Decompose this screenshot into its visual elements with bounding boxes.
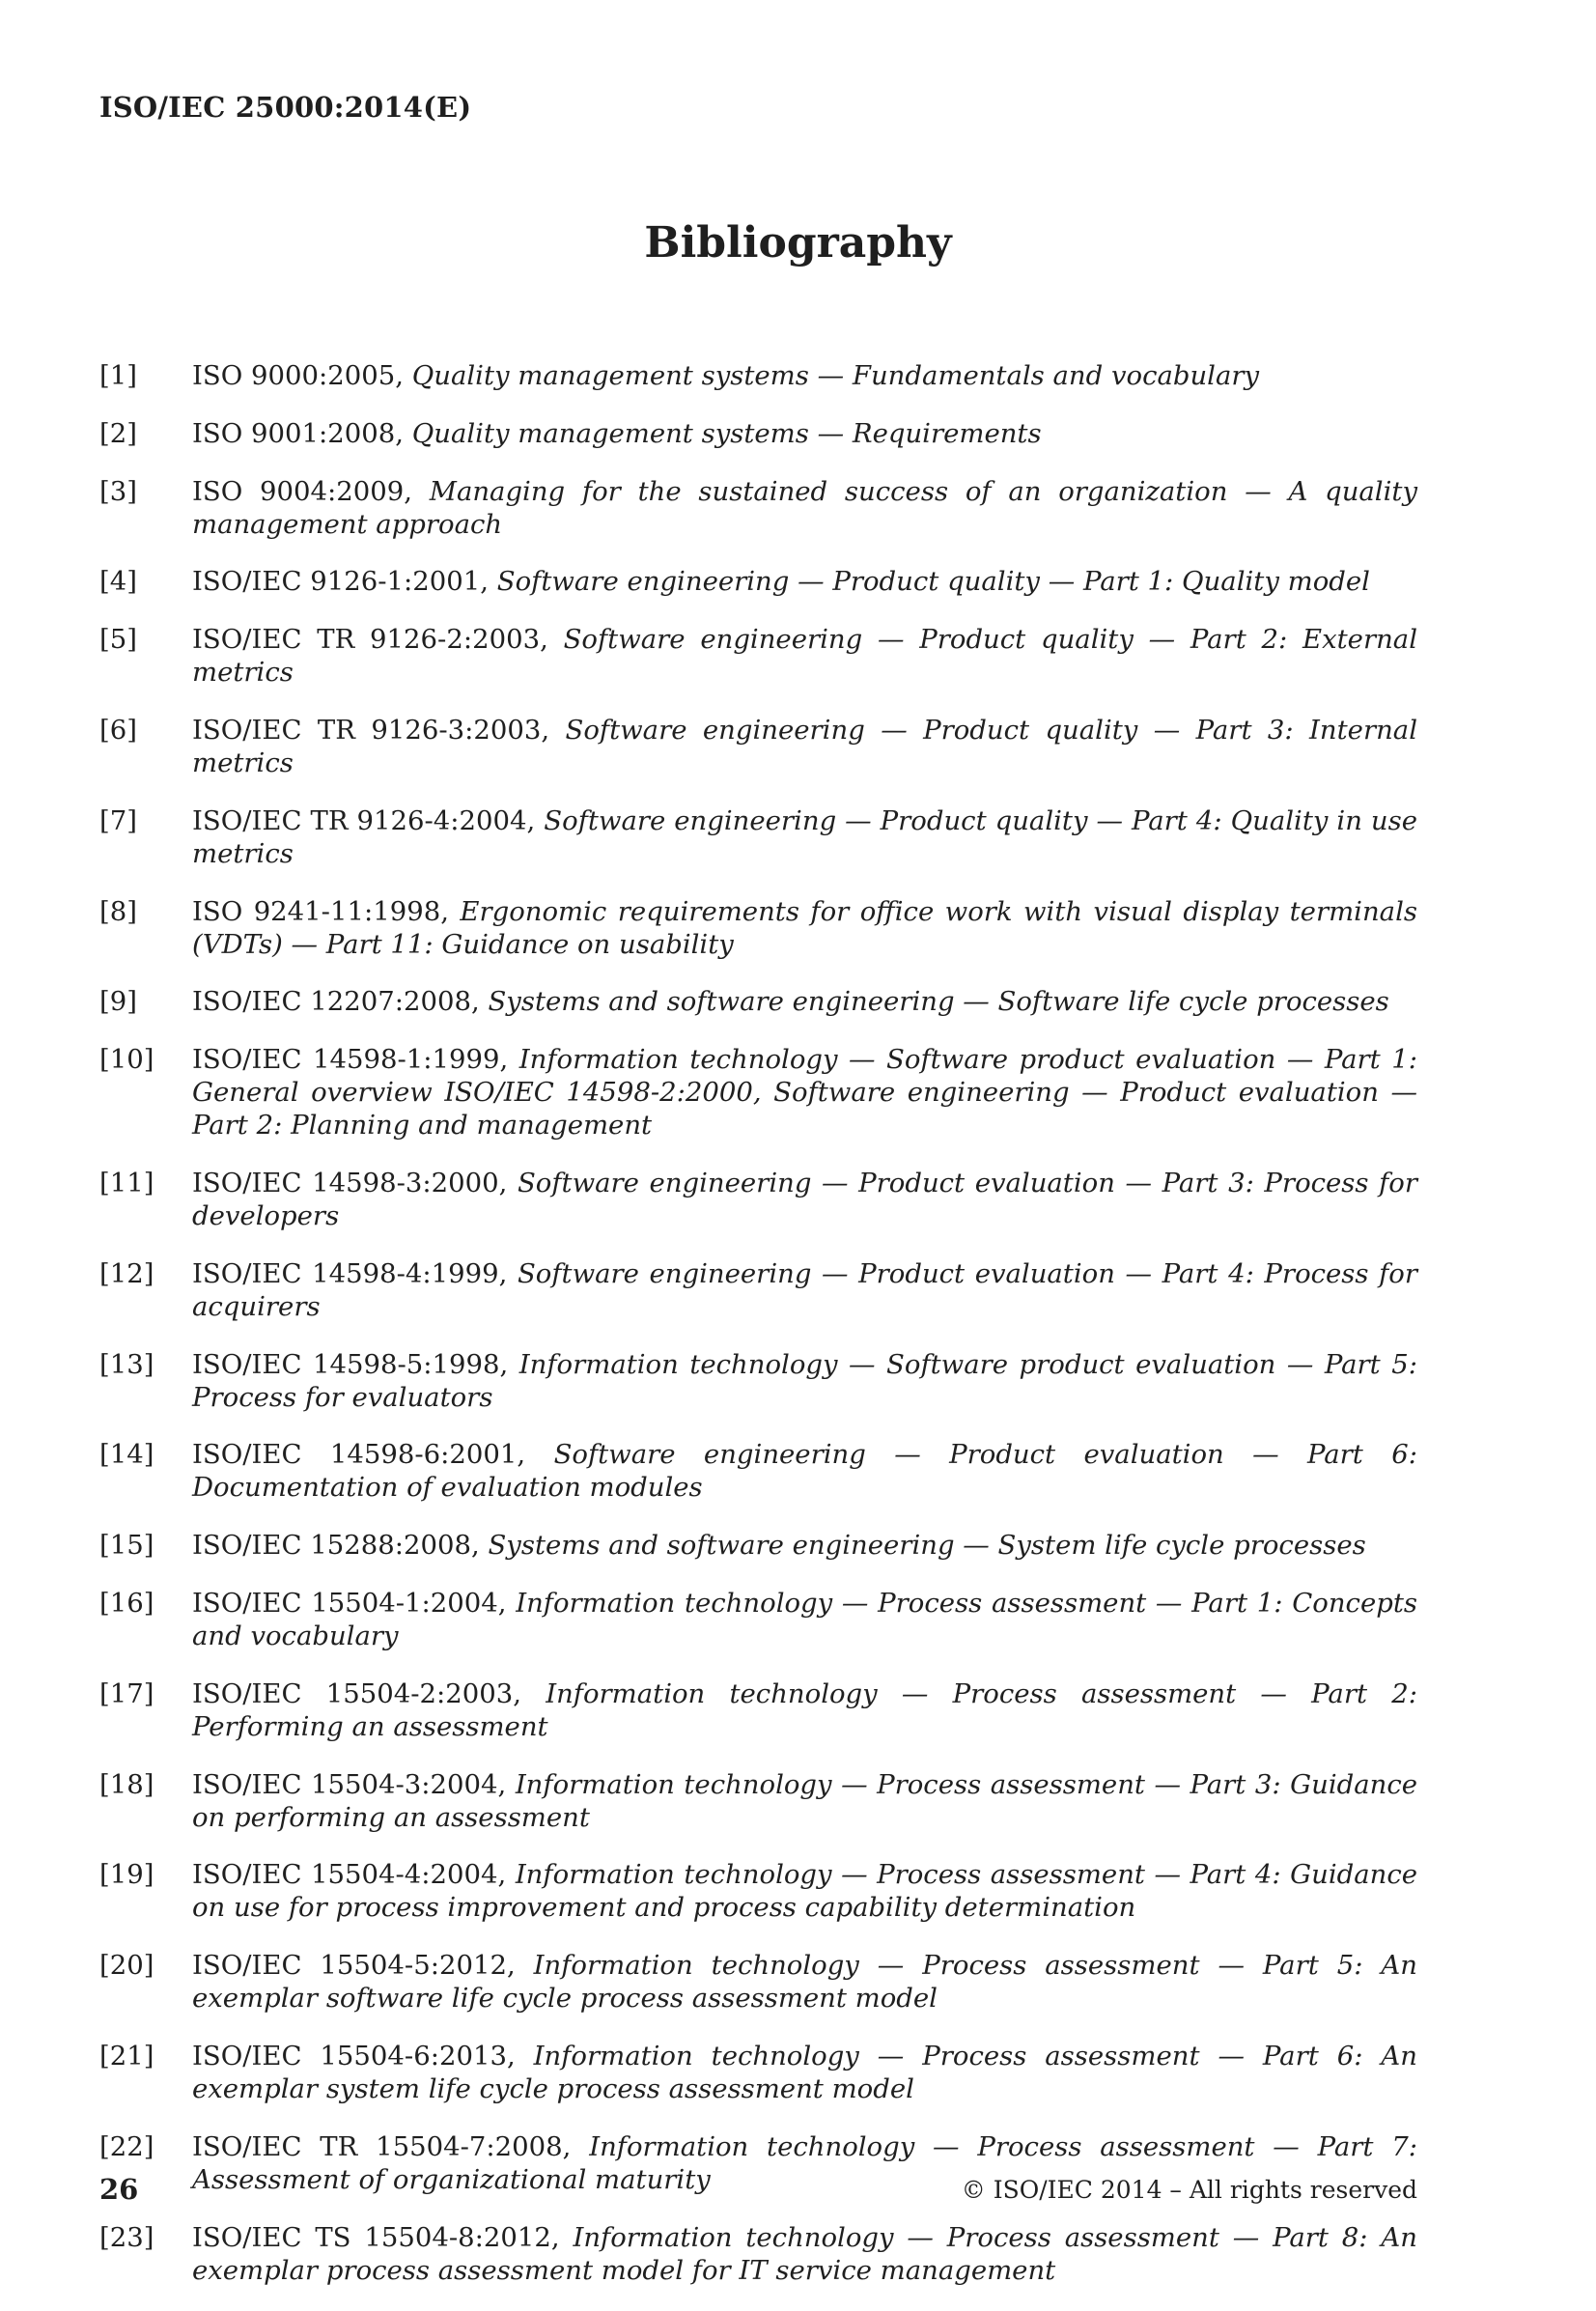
reference-number: [5] (99, 624, 137, 656)
page-number: 26 (99, 2173, 139, 2206)
reference-number: [23] (99, 2221, 154, 2253)
reference-number: [13] (99, 1348, 154, 1380)
reference-text (192, 714, 1417, 779)
reference-title: Information technology — Process assessment — Part 1: Concepts and vocabulary (192, 1587, 1417, 1651)
reference-number: [7] (99, 804, 137, 836)
reference-title: Information technology — Process assessment — Part 5: An exemplar software life cycle process assessment model (192, 1950, 1417, 2015)
reference-title: Software engineering — Product quality — Part 1: Quality model (496, 566, 1370, 598)
reference-standard-id: ISO/IEC 14598-1:1999, (192, 1044, 509, 1076)
reference-text (192, 623, 1417, 689)
reference-text (192, 2221, 1417, 2287)
reference-list (99, 359, 1417, 2311)
reference-item (99, 1587, 1417, 1652)
reference-item (99, 475, 1417, 541)
reference-number: [1] (99, 360, 137, 391)
reference-standard-id: ISO 9241-11:1998, (192, 895, 449, 927)
reference-standard-id: ISO/IEC TR 9126-3:2003, (192, 714, 550, 746)
reference-number: [22] (99, 2130, 154, 2162)
reference-item (99, 1677, 1417, 1743)
reference-number: [4] (99, 566, 137, 598)
reference-number: [2] (99, 417, 137, 449)
reference-title: Information technology — Process assessment — Part 8: An exemplar process assessment model for IT service management (192, 2221, 1417, 2286)
reference-item (99, 623, 1417, 689)
reference-item (99, 1529, 1417, 1562)
reference-item (99, 714, 1417, 779)
reference-standard-id: ISO/IEC TR 9126-4:2004, (192, 804, 536, 836)
reference-text (192, 1677, 1417, 1743)
reference-text (192, 565, 1417, 598)
reference-standard-id: ISO/IEC 15504-3:2004, (192, 1768, 507, 1800)
reference-text (192, 1438, 1417, 1504)
reference-title: Information technology — Process assessment — Part 7: Assessment of organizational maturity (192, 2130, 1418, 2195)
reference-title: Quality management systems — Requirements (411, 417, 1042, 449)
reference-standard-id: ISO/IEC 14598-5:1998, (192, 1348, 509, 1380)
reference-standard-id: ISO 9000:2005, (192, 360, 404, 391)
copyright-notice: © ISO/IEC 2014 – All rights reserved (961, 2176, 1417, 2204)
reference-standard-id: ISO/IEC 14598-6:2001, (192, 1439, 526, 1471)
reference-text (192, 804, 1417, 870)
reference-item (99, 1768, 1417, 1834)
reference-title: Information technology — Process assessment — Part 4: Guidance on use for process improvement and process capability determination (192, 1859, 1418, 1924)
reference-text (192, 1043, 1417, 1141)
reference-title: Information technology — Process assessment — Part 2: Performing an assessment (192, 1677, 1417, 1742)
reference-item (99, 2040, 1417, 2105)
reference-title: Systems and software engineering — Software life cycle processes (488, 986, 1389, 1018)
reference-number: [20] (99, 1950, 154, 1982)
reference-item (99, 1257, 1417, 1323)
reference-text (192, 1167, 1417, 1232)
reference-standard-id: ISO/IEC 14598-4:1999, (192, 1257, 508, 1289)
reference-text (192, 985, 1417, 1018)
reference-standard-id: ISO/IEC 15504-1:2004, (192, 1587, 507, 1619)
reference-text (192, 417, 1417, 450)
reference-number: [16] (99, 1587, 154, 1619)
reference-item (99, 1949, 1417, 2015)
reference-item (99, 895, 1417, 961)
reference-number: [15] (99, 1530, 154, 1562)
reference-title: Systems and software engineering — System life cycle processes (488, 1530, 1366, 1562)
reference-title: Software engineering — Product quality — Part 2: External metrics (192, 624, 1417, 689)
reference-item (99, 2221, 1417, 2287)
reference-standard-id: ISO/IEC 15504-5:2012, (192, 1950, 516, 1982)
reference-title: Software engineering — Product evaluation — Part 6: Documentation of evaluation modules (192, 1439, 1418, 1504)
reference-text (192, 1858, 1417, 1924)
reference-item (99, 1043, 1417, 1141)
reference-standard-id: ISO/IEC 15288:2008, (192, 1530, 480, 1562)
reference-text (192, 1949, 1417, 2015)
reference-standard-id: ISO/IEC TR 9126-2:2003, (192, 624, 548, 656)
reference-number: [12] (99, 1257, 154, 1289)
reference-item (99, 1167, 1417, 1232)
reference-item (99, 1438, 1417, 1504)
reference-number: [6] (99, 714, 137, 746)
reference-number: [17] (99, 1677, 154, 1709)
page-title: Bibliography (644, 218, 952, 268)
reference-number: [11] (99, 1167, 154, 1198)
reference-item (99, 1858, 1417, 1924)
reference-text (192, 1257, 1417, 1323)
reference-item (99, 359, 1417, 392)
reference-standard-id: ISO/IEC 9126-1:2001, (192, 566, 489, 598)
reference-title: Managing for the sustained success of an organization — A quality management approach (192, 475, 1417, 540)
reference-standard-id: ISO 9001:2008, (192, 417, 404, 449)
reference-standard-id: ISO/IEC 14598-3:2000, (192, 1167, 508, 1198)
reference-title: Quality management systems — Fundamentals and vocabulary (411, 360, 1260, 391)
reference-number: [9] (99, 986, 137, 1018)
reference-title: Ergonomic requirements for office work with visual display terminals (VDTs) — Part 11: Guidance on usability (192, 895, 1417, 960)
reference-title: Software engineering — Product quality — Part 4: Quality in use metrics (192, 804, 1417, 869)
reference-standard-id: ISO/IEC 15504-2:2003, (192, 1677, 521, 1709)
reference-item (99, 1348, 1417, 1414)
reference-text (192, 1348, 1417, 1414)
reference-item (99, 565, 1417, 598)
reference-number: [14] (99, 1439, 154, 1471)
reference-standard-id: ISO/IEC TS 15504-8:2012, (192, 2221, 560, 2253)
reference-text (192, 475, 1417, 541)
reference-text (192, 359, 1417, 392)
reference-title: Software engineering — Product quality — Part 3: Internal metrics (192, 714, 1417, 778)
reference-number: [18] (99, 1768, 154, 1800)
reference-number: [10] (99, 1044, 154, 1076)
reference-standard-id: ISO/IEC 12207:2008, (192, 986, 480, 1018)
reference-title: Information technology — Software product evaluation — Part 5: Process for evaluators (192, 1348, 1417, 1413)
document-id-header: ISO/IEC 25000:2014(E) (99, 91, 472, 124)
reference-number: [21] (99, 2040, 154, 2071)
reference-text (192, 895, 1417, 961)
reference-number: [8] (99, 895, 137, 927)
reference-title: Information technology — Process assessment — Part 6: An exemplar system life cycle process assessment model (192, 2040, 1417, 2104)
reference-text (192, 2040, 1417, 2105)
reference-title: Information technology — Software product evaluation — Part 1: General overview ISO/IEC 14598-2:2000, Software engineering — Product evaluation — Part 2: Planning and management (192, 1044, 1417, 1141)
reference-text (192, 1587, 1417, 1652)
reference-standard-id: ISO/IEC TR 15504-7:2008, (192, 2130, 572, 2162)
reference-standard-id: ISO/IEC 15504-6:2013, (192, 2040, 516, 2071)
reference-number: [19] (99, 1859, 154, 1891)
reference-text (192, 1768, 1417, 1834)
reference-number: [3] (99, 475, 137, 507)
reference-item (99, 804, 1417, 870)
reference-standard-id: ISO/IEC 15504-4:2004, (192, 1859, 507, 1891)
reference-standard-id: ISO 9004:2009, (192, 475, 412, 507)
reference-title: Software engineering — Product evaluation — Part 4: Process for acquirers (192, 1257, 1418, 1322)
reference-title: Software engineering — Product evaluation — Part 3: Process for developers (192, 1167, 1418, 1231)
reference-title: Information technology — Process assessment — Part 3: Guidance on performing an assessment (192, 1768, 1418, 1833)
reference-item (99, 985, 1417, 1018)
reference-text (192, 1529, 1417, 1562)
reference-item (99, 417, 1417, 450)
